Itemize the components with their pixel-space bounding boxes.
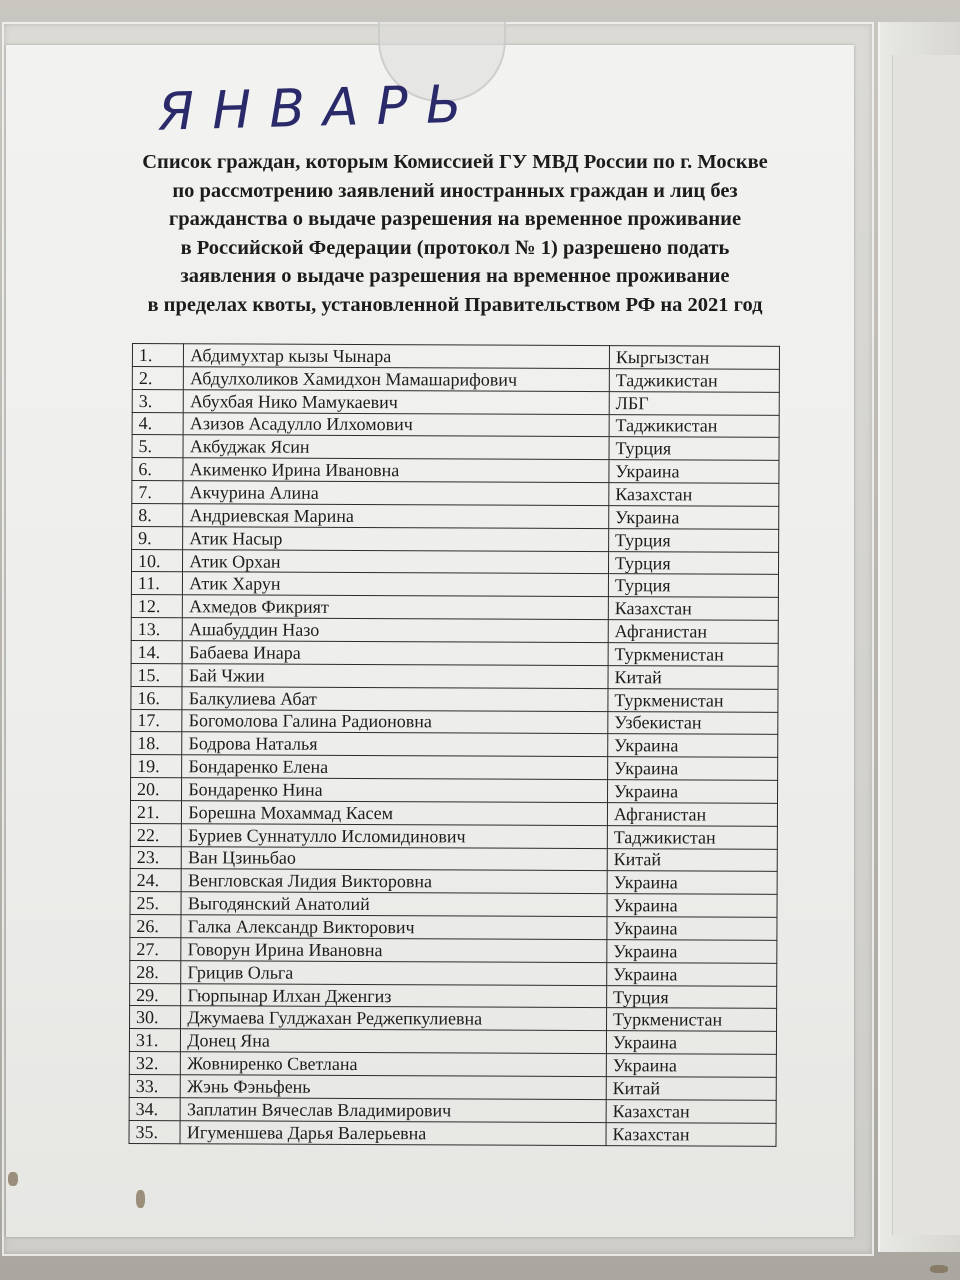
citizen-country: Украина bbox=[607, 894, 777, 918]
citizen-name: Говорун Ирина Ивановна bbox=[181, 938, 607, 963]
row-number: 9. bbox=[132, 526, 183, 549]
row-number: 33. bbox=[129, 1074, 180, 1097]
row-number: 4. bbox=[132, 412, 183, 435]
citizen-country: Афганистан bbox=[608, 620, 778, 644]
citizen-country: Таджикистан bbox=[609, 368, 779, 392]
citizen-country: Турция bbox=[609, 437, 779, 461]
row-number: 1. bbox=[132, 344, 183, 367]
wall-stain bbox=[930, 1265, 948, 1273]
row-number: 6. bbox=[132, 458, 183, 481]
row-number: 30. bbox=[130, 1006, 181, 1029]
row-number: 28. bbox=[130, 960, 181, 983]
table-row bbox=[132, 344, 779, 370]
citizen-name: Азизов Асадулло Илхомович bbox=[183, 412, 609, 437]
citizen-name: Грицив Ольга bbox=[181, 961, 607, 986]
table-row bbox=[130, 915, 777, 941]
citizen-name: Донец Яна bbox=[181, 1029, 607, 1054]
row-number: 12. bbox=[131, 595, 182, 618]
table-row bbox=[130, 892, 777, 918]
citizen-country: Таджикистан bbox=[609, 414, 779, 438]
row-number: 32. bbox=[129, 1052, 180, 1075]
citizen-country: Китай bbox=[608, 665, 778, 689]
citizen-name: Заплатин Вячеслав Владимирович bbox=[180, 1098, 606, 1123]
row-number: 13. bbox=[131, 618, 182, 641]
citizen-country: Афганистан bbox=[607, 802, 777, 826]
citizen-name: Абдимухтар кызы Чынара bbox=[184, 344, 610, 369]
row-number: 35. bbox=[129, 1120, 180, 1143]
title-line: в Российской Федерации (протокол № 1) разрешено подать bbox=[180, 236, 730, 259]
row-number: 19. bbox=[131, 755, 182, 778]
citizen-name: Борешна Мохаммад Касем bbox=[182, 801, 608, 826]
table-row bbox=[130, 846, 777, 872]
citizen-name: Жэнь Фэньфень bbox=[181, 1075, 607, 1100]
row-number: 31. bbox=[129, 1029, 180, 1052]
table-row bbox=[131, 709, 778, 735]
title-line: Список граждан, которым Комиссией ГУ МВД России по г. Москве bbox=[142, 151, 768, 173]
citizen-country: Узбекистан bbox=[608, 711, 778, 735]
row-number: 20. bbox=[131, 778, 182, 801]
document-title bbox=[70, 148, 840, 320]
table-row bbox=[131, 732, 778, 758]
citizen-list-body bbox=[129, 344, 779, 1146]
row-number: 27. bbox=[130, 937, 181, 960]
citizen-country: Украина bbox=[607, 940, 777, 964]
citizen-name: Венгловская Лидия Викторовна bbox=[181, 869, 607, 894]
citizen-list-table bbox=[129, 343, 780, 1146]
citizen-name: Гюрпынар Илхан Дженгиз bbox=[181, 983, 607, 1008]
row-number: 25. bbox=[130, 892, 181, 915]
citizen-country: Туркменистан bbox=[606, 1008, 776, 1032]
table-row bbox=[129, 1029, 776, 1055]
citizen-country: Казахстан bbox=[606, 1122, 776, 1146]
row-number: 17. bbox=[131, 709, 182, 732]
citizen-country: Украина bbox=[606, 1054, 776, 1078]
table-row bbox=[132, 503, 779, 529]
table-row bbox=[129, 1052, 776, 1078]
title-line: в пределах квоты, установленной Правительством РФ на 2021 год bbox=[147, 293, 763, 316]
citizen-name: Атик Орхан bbox=[183, 549, 609, 574]
citizen-country: Казахстан bbox=[609, 483, 779, 507]
citizen-country: ЛБГ bbox=[609, 391, 779, 415]
table-row bbox=[129, 1097, 776, 1123]
citizen-name: Ван Цзиньбао bbox=[182, 846, 608, 871]
row-number: 10. bbox=[132, 549, 183, 572]
citizen-name: Жовниренко Светлана bbox=[181, 1052, 607, 1077]
citizen-name: Абухбая Нико Мамукаевич bbox=[184, 389, 610, 414]
citizen-country: Украина bbox=[607, 780, 777, 804]
citizen-name: Атик Харун bbox=[183, 572, 609, 597]
table-row bbox=[130, 823, 777, 849]
wall-stain bbox=[136, 1190, 145, 1208]
citizen-name: Абдулхоликов Хамидхон Мамашарифович bbox=[184, 367, 610, 392]
row-number: 14. bbox=[131, 640, 182, 663]
table-row bbox=[132, 481, 779, 507]
table-row bbox=[129, 1074, 776, 1100]
citizen-country: Казахстан bbox=[606, 1099, 776, 1123]
citizen-country: Таджикистан bbox=[607, 825, 777, 849]
table-row bbox=[132, 526, 779, 552]
table-row bbox=[131, 663, 778, 689]
row-number: 16. bbox=[131, 686, 182, 709]
table-row bbox=[129, 1120, 776, 1146]
row-number: 24. bbox=[130, 869, 181, 892]
citizen-name: Бондаренко Нина bbox=[182, 778, 608, 803]
citizen-name: Игуменшева Дарья Валерьевна bbox=[180, 1120, 606, 1145]
row-number: 7. bbox=[132, 481, 183, 504]
citizen-name: Андриевская Марина bbox=[183, 504, 609, 529]
citizen-country: Турция bbox=[607, 985, 777, 1009]
citizen-name: Буриев Суннатулло Исломидинович bbox=[182, 823, 608, 848]
citizen-name: Ашабуддин Назо bbox=[183, 618, 609, 643]
row-number: 2. bbox=[132, 366, 183, 389]
citizen-name: Галка Александр Викторович bbox=[181, 915, 607, 940]
table-row bbox=[131, 640, 778, 666]
table-row bbox=[131, 618, 778, 644]
citizen-name: Акчурина Алина bbox=[183, 481, 609, 506]
row-number: 29. bbox=[130, 983, 181, 1006]
citizen-country: Турция bbox=[608, 551, 778, 575]
table-row bbox=[130, 937, 777, 963]
citizen-country: Турция bbox=[608, 574, 778, 598]
wall-stain bbox=[8, 1172, 18, 1186]
row-number: 23. bbox=[130, 846, 181, 869]
citizen-name: Атик Насыр bbox=[183, 526, 609, 551]
citizen-name: Бондаренко Елена bbox=[182, 755, 608, 780]
citizen-name: Ахмедов Фикрият bbox=[183, 595, 609, 620]
row-number: 21. bbox=[130, 800, 181, 823]
table-row bbox=[132, 549, 779, 575]
citizen-country: Кыргызстан bbox=[609, 346, 779, 370]
row-number: 34. bbox=[129, 1097, 180, 1120]
title-line: гражданства о выдаче разрешения на временное проживание bbox=[168, 208, 742, 231]
title-line: по рассмотрению заявлений иностранных граждан и лиц без bbox=[172, 179, 738, 202]
citizen-name: Балкулиева Абат bbox=[182, 686, 608, 711]
adjacent-paper bbox=[892, 55, 960, 1235]
citizen-name: Бабаева Инара bbox=[182, 641, 608, 666]
table-row bbox=[132, 389, 779, 415]
table-row bbox=[131, 778, 778, 804]
citizen-country: Украина bbox=[608, 757, 778, 781]
table-row bbox=[131, 686, 778, 712]
table-row bbox=[130, 869, 777, 895]
row-number: 11. bbox=[131, 572, 182, 595]
citizen-country: Украина bbox=[607, 917, 777, 941]
citizen-country: Турция bbox=[609, 528, 779, 552]
citizen-name: Акбуджак Ясин bbox=[183, 435, 609, 460]
citizen-name: Акименко Ирина Ивановна bbox=[183, 458, 609, 483]
row-number: 26. bbox=[130, 915, 181, 938]
table-row bbox=[131, 595, 778, 621]
citizen-country: Украина bbox=[609, 505, 779, 529]
citizen-country: Украина bbox=[608, 734, 778, 758]
row-number: 8. bbox=[132, 503, 183, 526]
citizen-country: Туркменистан bbox=[608, 643, 778, 667]
citizen-country: Китай bbox=[606, 1077, 776, 1101]
citizen-country: Туркменистан bbox=[608, 688, 778, 712]
row-number: 3. bbox=[132, 389, 183, 412]
table-row bbox=[132, 435, 779, 461]
citizen-name: Бодрова Наталья bbox=[182, 732, 608, 757]
citizen-country: Украина bbox=[607, 871, 777, 895]
citizen-name: Джумаева Гулджахан Реджепкулиевна bbox=[181, 1006, 607, 1031]
table-row bbox=[132, 366, 779, 392]
row-number: 15. bbox=[131, 663, 182, 686]
table-row bbox=[132, 458, 779, 484]
table-row bbox=[130, 1006, 777, 1032]
title-line: заявления о выдаче разрешения на временное проживание bbox=[180, 265, 730, 288]
row-number: 22. bbox=[130, 823, 181, 846]
citizen-country: Украина bbox=[606, 1031, 776, 1055]
table-row bbox=[130, 983, 777, 1009]
citizen-country: Китай bbox=[607, 848, 777, 872]
citizen-name: Бай Чжии bbox=[182, 664, 608, 689]
citizen-country: Казахстан bbox=[608, 597, 778, 621]
citizen-name: Выгодянский Анатолий bbox=[181, 892, 607, 917]
citizen-name: Богомолова Галина Радионовна bbox=[182, 709, 608, 734]
table-row bbox=[130, 960, 777, 986]
table-row bbox=[131, 572, 778, 598]
table-row bbox=[130, 800, 777, 826]
row-number: 18. bbox=[131, 732, 182, 755]
citizen-country: Украина bbox=[607, 962, 777, 986]
handwritten-month: ЯНВАРЬ bbox=[157, 74, 481, 143]
table-row bbox=[131, 755, 778, 781]
table-row bbox=[132, 412, 779, 438]
row-number: 5. bbox=[132, 435, 183, 458]
citizen-country: Украина bbox=[609, 460, 779, 484]
